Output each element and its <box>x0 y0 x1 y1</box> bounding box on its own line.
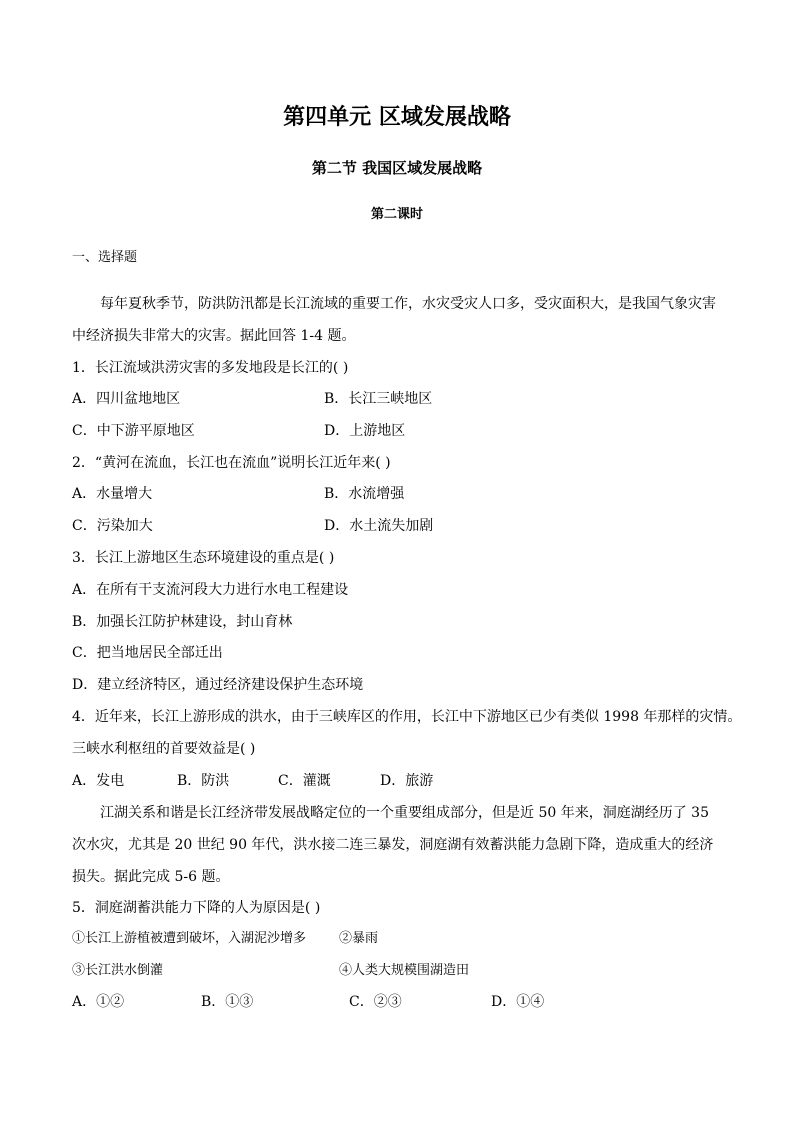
section-subtitle: 第二节 我国区域发展战略 <box>311 159 483 177</box>
question-2-option-c: C．污染加大 <box>72 518 153 534</box>
question-1-option-b: B．长江三峡地区 <box>324 391 433 407</box>
question-5-statement-1: ①长江上游植被遭到破坏，入湖泥沙增多 <box>72 931 307 946</box>
question-5-option-c: C．②③ <box>349 994 402 1010</box>
question-4-option-d: D．旅游 <box>380 773 434 789</box>
question-3-stem: 3．长江上游地区生态环境建设的重点是( ) <box>72 550 335 566</box>
question-5-statement-2: ②暴雨 <box>339 931 379 946</box>
question-5-stem: 5．洞庭湖蓄洪能力下降的人为原因是( ) <box>72 900 321 916</box>
question-2-option-b: B．水流增强 <box>324 486 405 502</box>
intro-paragraph-2: 江湖关系和谐是长江经济带发展战略定位的一个重要组成部分，但是近 50 年来，洞庭湖经历了 35 次水灾，尤其是 20 世纪 90 年代，洪水接二连三暴发，洞庭湖有效蓄洪能力急剧下降，造成重大的经济损失。据此完成 5-6 题。 <box>72 805 714 885</box>
question-5-statement-4: ④人类大规模围湖造田 <box>339 963 470 978</box>
section-heading: 一、选择题 <box>72 250 138 265</box>
question-2-stem: 2．“黄河在流血，长江也在流血”说明长江近年来( ) <box>72 455 391 471</box>
question-5-option-d: D．①④ <box>491 994 545 1010</box>
question-5-statement-3: ③长江洪水倒灌 <box>72 963 164 978</box>
question-3-option-c: C．把当地居民全部迁出 <box>72 645 223 661</box>
question-4-option-a: A．发电 <box>72 773 125 789</box>
question-5-option-a: A．①② <box>72 994 125 1010</box>
question-4-option-b: B．防洪 <box>177 773 230 789</box>
question-4-stem-line-2: 三峡水利枢纽的首要效益是( ) <box>72 741 256 757</box>
question-4-option-c: C．灌溉 <box>278 773 331 789</box>
question-5-option-b: B．①③ <box>201 994 254 1010</box>
question-1-stem: 1．长江流域洪涝灾害的多发地段是长江的( ) <box>72 360 349 376</box>
intro-paragraph-1: 每年夏秋季节，防洪防汛都是长江流域的重要工作，水灾受灾人口多，受灾面积大，是我国气象灾害中经济损失非常大的灾害。据此回答 1-4 题。 <box>72 296 716 344</box>
question-1-option-a: A．四川盆地地区 <box>72 391 181 407</box>
page-title: 第四单元 区域发展战略 <box>283 104 511 130</box>
question-3-option-b: B．加强长江防护林建设，封山育林 <box>72 614 293 630</box>
question-1-option-d: D．上游地区 <box>324 423 406 439</box>
question-2-option-d: D．水土流失加剧 <box>324 518 434 534</box>
question-3-option-d: D．建立经济特区，通过经济建设保护生态环境 <box>72 677 364 693</box>
lesson-label: 第二课时 <box>370 207 423 222</box>
question-4-stem-line-1: 4．近年来，长江上游形成的洪水，由于三峡库区的作用，长江中下游地区已少有类似 1998 年那样的灾情。 <box>72 709 742 725</box>
question-3-option-a: A．在所有干支流河段大力进行水电工程建设 <box>72 582 349 598</box>
question-1-option-c: C．中下游平原地区 <box>72 423 195 439</box>
question-2-option-a: A．水量增大 <box>72 486 153 502</box>
